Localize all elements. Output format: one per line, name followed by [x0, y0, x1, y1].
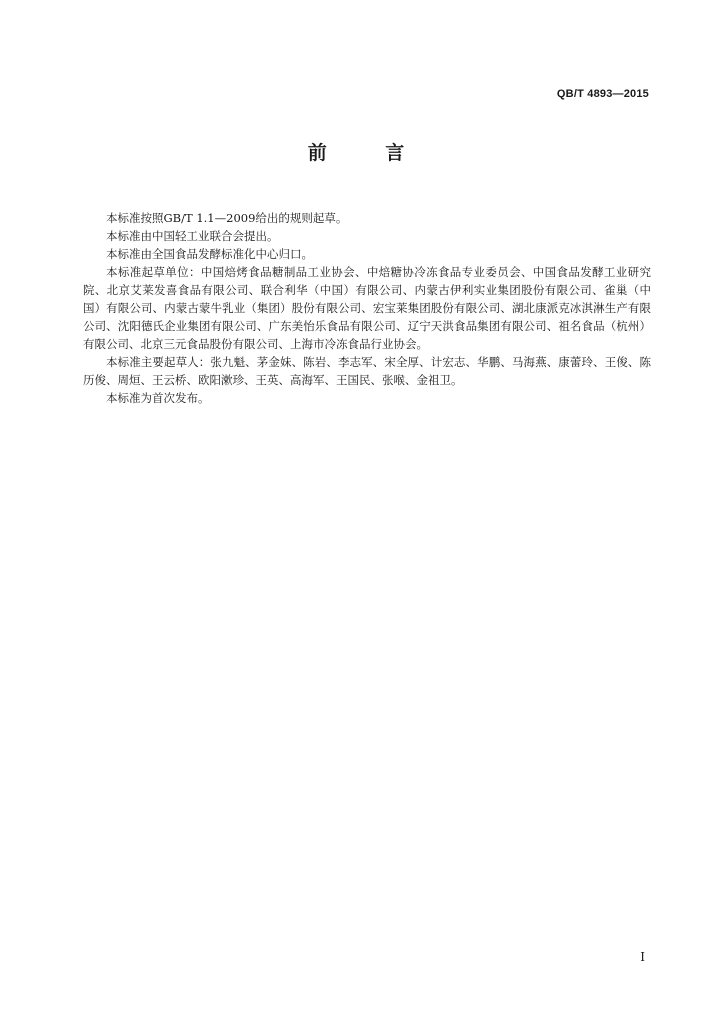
paragraph-administrator: 本标准由全国食品发酵标准化中心归口。 — [106, 247, 313, 261]
page-title: 前 言 — [307, 142, 431, 164]
paragraph-drafting-rules: 本标准按照GB/T 1.1—2009给出的规则起草。 — [106, 211, 348, 225]
paragraph-first-release: 本标准为首次发布。 — [106, 391, 210, 405]
paragraph-proposer: 本标准由中国轻工业联合会提出。 — [106, 229, 279, 243]
standard-code: QB/T 4893—2015 — [556, 88, 649, 100]
paragraph-drafters: 本标准主要起草人：张九魁、茅金妹、陈岩、李志军、宋全厚、计宏志、华鹏、马海燕、康蕾玲、王俊、陈历俊、周烜、王云桥、欧阳漱珍、王英、高海军、王国民、张喉、金祖卫。 — [83, 355, 651, 387]
paragraph-drafting-units: 本标准起草单位：中国焙烤食品糖制品工业协会、中焙糖协冷冻食品专业委员会、中国食品发酵工业研究院、北京艾莱发喜食品有限公司、联合利华（中国）有限公司、内蒙古伊利实业集团股份有限公司、雀巢（中国）有限公司、内蒙古蒙牛乳业（集团）股份有限公司、宏宝莱集团股份有限公司、湖北康派克冰淇淋生产有限公司、沈阳德氏企业集团有限公司、广东美怡乐食品有限公司、辽宁天洪食品集团有限公司、祖名食品（杭州）有限公司、北京三元食品股份有限公司、上海市冷冻食品行业协会。 — [83, 265, 651, 351]
foreword-body — [83, 209, 651, 407]
page-number: I — [640, 950, 645, 964]
